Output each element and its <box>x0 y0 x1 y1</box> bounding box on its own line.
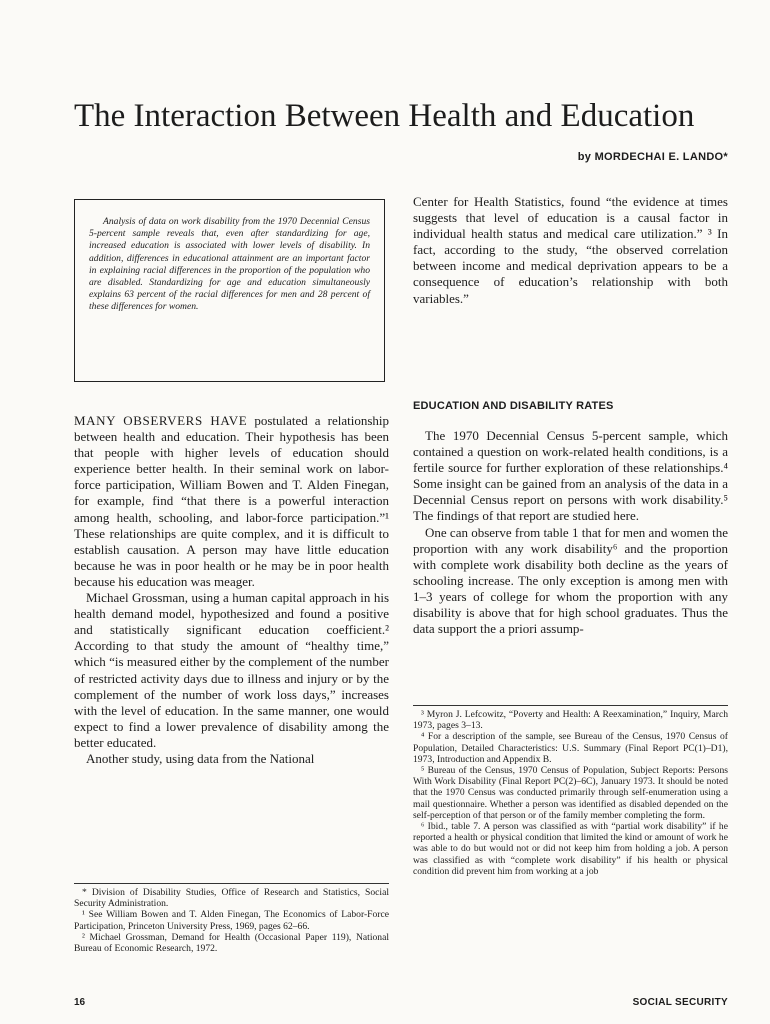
footnote-item: ⁵ Bureau of the Census, 1970 Census of Population, Subject Reports: Persons With Work Disability (Final Report PC(2)–6C), January 1973. It should be noted that the 1970 Census was conducted primarily through self-enumeration using a mail questionnaire. Whether a person was identified as disabled depended on the self-perception of that person or of the family member completing the form. <box>413 765 728 821</box>
body-paragraph-2: Michael Grossman, using a human capital approach in his health demand model, hypothesized and found a positive and statistically significant education coefficient.² According to that study the amount of “healthy time,” which “is measured either by the complement of the number of restricted activity days due to illness and injury or by the complement of the number of work loss days,” increases with the level of education. In the same manner, one would expect to find a lower prevalence of disability among the better educated. <box>74 590 389 750</box>
author-byline: by MORDECHAI E. LANDO* <box>577 151 728 163</box>
continued-paragraph: Center for Health Statistics, found “the evidence at times suggests that level of education is a causal factor in individual health status and medical care utilization.” ³ In fact, according to the study, “the observed correlation between income and medical deprivation appears to be a consequence of education’s relationship with both variables.” <box>413 194 728 306</box>
footnotes-right <box>413 705 728 877</box>
left-column <box>74 413 389 767</box>
section-paragraph-2: One can observe from table 1 that for men and women the proportion with any work disability⁶ and the proportion with complete work disability both decline as the years of schooling increase. The only exception is among men with 1–3 years of college for whom the proportion with any disability is above that for high school graduates. Thus the data support the a priori assump- <box>413 524 728 637</box>
section-heading: EDUCATION AND DISABILITY RATES <box>413 400 614 412</box>
body-paragraph-1 <box>74 413 389 590</box>
footnote-item: ² Michael Grossman, Demand for Health (Occasional Paper 119), National Bureau of Economic Research, 1972. <box>74 931 389 955</box>
footnote-item: ³ Myron J. Lefcowitz, “Poverty and Health: A Reexamination,” Inquiry, March 1973, pages 3–13. <box>413 709 728 732</box>
footnote-item: ¹ See William Bowen and T. Alden Finegan, The Economics of Labor-Force Participation, Princeton University Press, 1969, pages 62–66. <box>74 909 389 932</box>
paragraph-1-text: postulated a relationship between health and education. Their hypothesis has been that people with higher levels of education should experience better health. In their seminal work on labor-force participation, William Bowen and T. Alden Finegan, for example, find “that there is a powerful interaction among health, schooling, and labor-force participation.”¹ These relationships are quite complex, and it is difficult to establish causation. A person may have little education because he was in poor health or he may be in poor health because his education was meager. <box>74 413 389 589</box>
body-paragraph-3: Another study, using data from the National <box>86 750 315 766</box>
footnote-item: ⁶ Ibid., table 7. A person was classified as with “partial work disability” if he reported a health or physical condition that limited the kind or amount of work he was able to do but would not or did not keep him from holding a job. A person was classified as with “complete work disability” if his health or physical condition did prevent him from working at a job <box>413 821 728 877</box>
abstract-box <box>74 199 385 382</box>
footnotes-left <box>74 883 389 954</box>
journal-name: SOCIAL SECURITY <box>632 997 728 1008</box>
article-title: The Interaction Between Health and Education <box>74 98 695 134</box>
lead-in-text: MANY OBSERVERS HAVE <box>74 413 248 428</box>
section-paragraph-1: The 1970 Decennial Census 5-percent sample, which contained a question on work-related health conditions, is a fertile source for further exploration of these relationships.⁴ Some insight can be gained from an analysis of the data in a Decennial Census report on persons with work disability.⁵ The findings of that report are studied here. <box>413 428 728 524</box>
page-number: 16 <box>74 997 86 1008</box>
footnote-item: * Division of Disability Studies, Office of Research and Statistics, Social Security Administration. <box>74 887 389 910</box>
right-column-body <box>413 428 728 637</box>
abstract-text: Analysis of data on work disability from the 1970 Decennial Census 5-percent sample reveals that, even after standardizing for age, increased education is associated with lower levels of disability. In addition, differences in educational attainment are an important factor in explaining racial differences in the proportion of the population who are disabled. Standardizing for age and education simultaneously explains 63 percent of the racial differences for men and 28 percent of these differences for women. <box>89 216 370 313</box>
right-column-continuation <box>413 194 728 307</box>
footnote-item: ⁴ For a description of the sample, see Bureau of the Census, 1970 Census of Population, Detailed Characteristics: U.S. Summary (Final Report PC(1)–D1), 1973, Introduction and Appendix B. <box>413 731 728 765</box>
